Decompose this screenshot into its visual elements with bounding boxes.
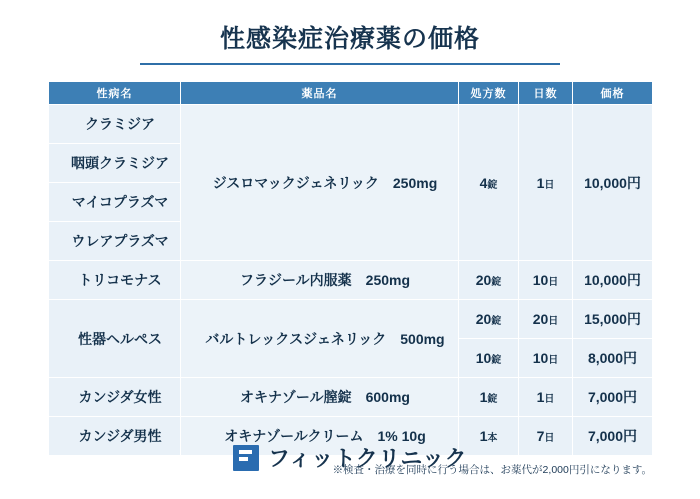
cell-disease: 咽頭クラミジア [49,144,181,183]
count-unit: 本 [487,433,498,444]
cell-drug: フラジール内服薬 250mg [181,261,459,300]
cell-days [519,261,573,300]
days-unit: 日 [548,355,559,366]
cell-disease: カンジダ男性 [49,417,181,456]
header-drug: 薬品名 [181,82,459,105]
cell-drug: ジスロマックジェネリック 250mg [181,105,459,261]
table-row [49,378,653,417]
cell-price: 7,000円 [573,417,653,456]
days-unit: 日 [548,277,559,288]
header-days: 日数 [519,82,573,105]
cell-drug: バルトレックスジェネリック 500mg [181,300,459,378]
clinic-logo-text: フィットクリニック [268,446,467,471]
cell-disease: マイコプラズマ [49,183,181,222]
days-value: 20 [532,311,549,327]
table-row [49,105,653,144]
cell-disease: クラミジア [49,105,181,144]
title-section [0,0,700,65]
cell-drug: オキナゾール膣錠 600mg [181,378,459,417]
cell-disease: 性器ヘルペス [49,300,181,378]
cell-days [519,300,573,339]
title-divider [140,63,560,65]
cell-days [519,339,573,378]
cell-count [459,339,519,378]
count-value: 20 [475,272,492,288]
header-disease: 性病名 [49,82,181,105]
table-row [49,261,653,300]
cell-price: 10,000円 [573,105,653,261]
cell-price: 8,000円 [573,339,653,378]
count-unit: 錠 [491,316,502,327]
days-value: 10 [532,272,549,288]
clinic-logo-icon [233,445,259,471]
cell-disease: カンジダ女性 [49,378,181,417]
count-unit: 錠 [487,179,498,191]
header-price: 価格 [573,82,653,105]
count-value: 1 [479,428,488,444]
header-count: 処方数 [459,82,519,105]
price-table [48,81,653,456]
cell-price: 15,000円 [573,300,653,339]
days-unit: 日 [544,433,555,444]
count-value: 4 [479,174,488,191]
days-value: 7 [536,428,545,444]
page-title: 性感染症治療薬の価格 [219,25,480,53]
days-value: 10 [532,350,549,366]
price-table-wrapper [48,81,652,456]
cell-price: 10,000円 [573,261,653,300]
days-value: 1 [536,389,545,405]
days-value: 1 [536,174,545,191]
cell-count [459,378,519,417]
cell-disease: ウレアプラズマ [49,222,181,261]
cell-drug: オキナゾールクリーム 1% 10g [181,417,459,456]
footnote: ※検査・治療を同時に行う場合は、お薬代が2,000円引になります。 [332,464,652,476]
table-row [49,300,653,339]
count-unit: 錠 [491,277,502,288]
days-unit: 日 [544,394,555,405]
cell-days [519,105,573,261]
count-unit: 錠 [487,394,498,405]
cell-count [459,105,519,261]
cell-count [459,261,519,300]
cell-count [459,300,519,339]
count-unit: 錠 [491,355,502,366]
count-value: 20 [475,311,492,327]
cell-price: 7,000円 [573,378,653,417]
cell-days [519,378,573,417]
count-value: 10 [475,350,492,366]
clinic-logo [0,442,700,473]
table-header-row [49,82,653,105]
days-unit: 日 [548,316,559,327]
days-unit: 日 [544,179,555,191]
cell-disease: トリコモナス [49,261,181,300]
count-value: 1 [479,389,488,405]
